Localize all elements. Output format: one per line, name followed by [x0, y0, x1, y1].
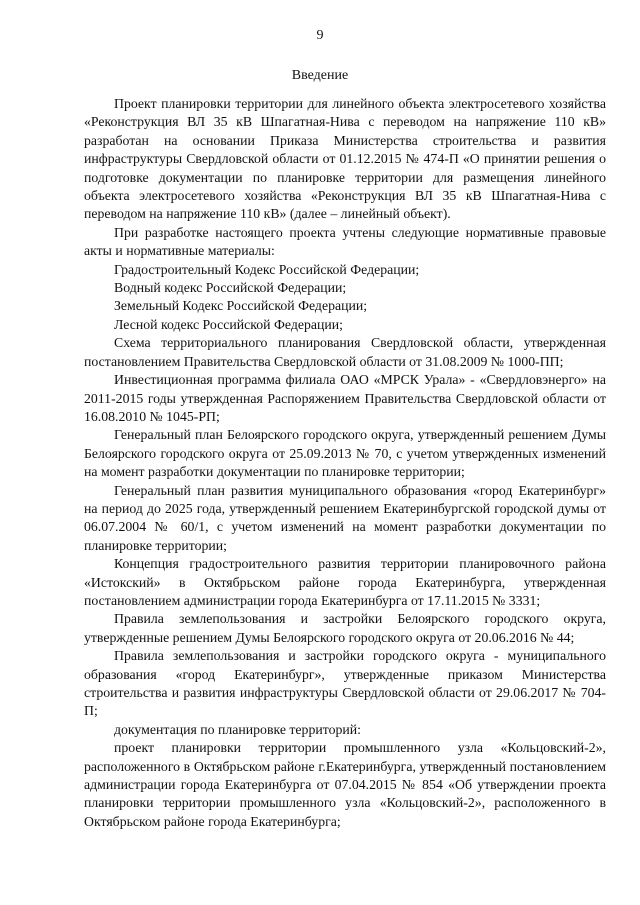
paragraph-regulations-intro: При разработке настоящего проекта учтены следующие нормативные правовые акты и нормативные материалы: — [84, 224, 606, 259]
list-item: Генеральный план развития муниципального образования «город Екатеринбург» на период до 2025 года, утвержденный решением Екатеринбургской городской думы от 06.07.2004 № 60/1, с учетом изменений на момент разработки документации по планировке территории; — [84, 482, 606, 553]
paragraph-intro: Проект планировки территории для линейного объекта электросетевого хозяйства «Реконструкция ВЛ 35 кВ Шпагатная-Нива с переводом на напряжение 110 кВ» разработан на основании Приказа Министерства строительства и развития инфраструктуры Свердловской области от 01.12.2015 № 474-П «О принятии решения о подготовке документации по планировке территории для размещения линейного объекта электросетевого хозяйства «Реконструкция ВЛ 35 кВ Шпагатная-Нива с переводом на напряжение 110 кВ» (далее – линейный объект). — [84, 96, 606, 222]
list-item: Градостроительный Кодекс Российской Федерации; — [114, 261, 420, 277]
list-item: Генеральный план Белоярского городского округа, утвержденный решением Думы Белоярского городского округа от 25.09.2013 № 70, с учетом утвержденных изменений на момент разработки документации по планировке территории; — [84, 427, 606, 480]
list-item: Правила землепользования и застройки городского округа - муниципального образования «город Екатеринбург», утвержденные приказом Министерства строительства и развития инфраструктуры Свердловской области от 29.06.2017 № 704-П; — [84, 648, 606, 719]
list-item: Инвестиционная программа филиала ОАО «МРСК Урала» - «Свердловэнерго» на 2011-2015 годы утвержденная Распоряжением Правительства Свердловской области от 16.08.2010 № 1045-РП; — [84, 372, 606, 424]
list-item: Схема территориального планирования Свердловской области, утвержденная постановлением Правительства Свердловской области от 31.08.2009 № 1000-ПП; — [84, 335, 606, 369]
list-item: Земельный Кодекс Российской Федерации; — [114, 298, 368, 314]
list-item: проект планировки территории промышленного узла «Кольцовский-2», расположенного в Октябрьском районе г.Екатеринбурга, утвержденный постановлением администрации города Екатеринбурга от 07.04.2015 № 854 «Об утверждении проекта планировки территории промышленного узла «Кольцовский-2», расположенного в Октябрьском районе города Екатеринбурга; — [84, 740, 606, 829]
list-item: Водный кодекс Российской Федерации; — [114, 280, 347, 296]
document-body — [84, 95, 606, 831]
list-item: Лесной кодекс Российской Федерации; — [114, 316, 343, 332]
list-item: Правила землепользования и застройки Белоярского городского округа, утвержденные решением Думы Белоярского городского округа от 20.06.2016 № 44; — [84, 611, 606, 645]
section-heading: Введение — [291, 68, 349, 83]
page-number: 9 — [316, 28, 324, 43]
list-item: Концепция градостроительного развития территории планировочного района «Истокский» в Октябрьском районе города Екатеринбурга, утвержденная постановлением администрации города Екатеринбурга от 17.11.2015 № 3331; — [84, 556, 606, 608]
list-item: документация по планировке территорий: — [114, 721, 361, 737]
